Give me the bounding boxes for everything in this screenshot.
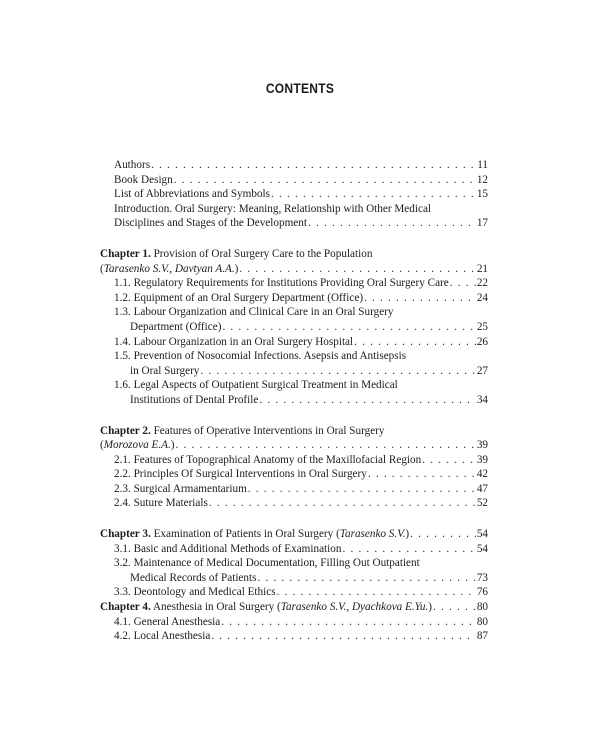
table-of-contents [100, 158, 488, 644]
leader-dots [308, 216, 476, 231]
leader-dots [422, 453, 476, 468]
toc-page-number: 21 [476, 262, 488, 275]
toc-section-2-2[interactable] [114, 467, 488, 482]
toc-entry-text: 2.2. Principles Of Surgical Interventions in Oral Surgery [114, 468, 367, 481]
toc-entry-text-line1: 1.6. Legal Aspects of Outpatient Surgical Treatment in Medical [114, 379, 398, 392]
leader-dots [222, 320, 475, 335]
toc-section-1-6[interactable] [114, 378, 488, 407]
toc-section-3-2[interactable] [114, 556, 488, 585]
toc-entry-text: 4.2. Local Anesthesia [114, 630, 211, 643]
leader-dots [200, 364, 475, 379]
toc-entry-text: 3.1. Basic and Additional Methods of Examination [114, 542, 342, 555]
leader-dots [209, 496, 476, 511]
toc-page-number: 73 [476, 571, 488, 584]
page-title: CONTENTS [265, 80, 335, 96]
toc-page-number: 39 [476, 453, 488, 466]
leader-dots [211, 629, 476, 644]
toc-section-2-3[interactable] [114, 482, 488, 497]
toc-entry-text: Book Design [114, 173, 173, 186]
leader-dots [221, 615, 476, 630]
leader-dots [271, 187, 476, 202]
toc-section-4-1[interactable] [114, 615, 488, 630]
toc-page-number: 15 [476, 188, 488, 201]
toc-page-number: 34 [476, 393, 488, 406]
leader-dots [450, 276, 476, 291]
chapter-authors: Tarasenko S.V., Davtyan A.A. [103, 262, 235, 275]
toc-section-1-3[interactable] [114, 305, 488, 334]
toc-entry-text-line1: 1.3. Labour Organization and Clinical Care in an Oral Surgery [114, 306, 394, 319]
chapter-label: Chapter 4. [100, 601, 151, 614]
leader-dots [342, 542, 475, 557]
chapter-4-heading[interactable]: Chapter 4. Anesthesia in Oral Surgery (Tarasenko S.V., Dyachkova E.Yu.) . . . 80 [100, 600, 488, 615]
chapter-label: Chapter 3. [100, 528, 151, 541]
leader-dots [277, 585, 476, 600]
toc-page-number: 80 [476, 615, 488, 628]
toc-page-number: 11 [477, 159, 488, 171]
chapter-3-heading[interactable]: Chapter 3. Examination of Patients in Oral Surgery (Tarasenko S.V.) . . . 54 [100, 527, 488, 542]
leader-dots [433, 600, 476, 615]
toc-entry-text: 4.1. General Anesthesia [114, 615, 221, 628]
chapter-label: Chapter 1. [100, 247, 151, 260]
toc-entry-text: 1.4. Labour Organization in an Oral Surgery Hospital [114, 335, 354, 348]
toc-entry-text: 3.3. Deontology and Medical Ethics [114, 586, 276, 599]
chapter-1-heading[interactable] [100, 247, 488, 262]
chapter-2 [100, 424, 488, 512]
toc-entry-text: List of Abbreviations and Symbols [114, 188, 270, 201]
toc-entry-text: 1.1. Regulatory Requirements for Institutions Providing Oral Surgery Care [114, 277, 449, 290]
toc-entry-text: 2.1. Features of Topographical Anatomy of the Maxillofacial Region [114, 453, 422, 466]
toc-page-number: 17 [476, 217, 488, 230]
leader-dots [257, 571, 475, 586]
toc-entry-text-line1: 3.2. Maintenance of Medical Documentation, Filling Out Outpatient [114, 557, 420, 570]
toc-page-number: 24 [476, 291, 488, 304]
toc-entry-text: 2.4. Suture Materials [114, 497, 208, 510]
chapter-1 [100, 247, 488, 408]
toc-section-1-5[interactable] [114, 349, 488, 378]
chapter-title: Provision of Oral Surgery Care to the Population [153, 247, 373, 260]
chapter-title: Features of Operative Interventions in Oral Surgery [153, 424, 385, 437]
toc-page-number: 54 [476, 542, 488, 555]
chapter-1-authors[interactable]: (Tarasenko S.V., Davtyan A.A.) . . . 21 [100, 262, 488, 277]
toc-entry-text: 1.2. Equipment of an Oral Surgery Department (Office) [114, 291, 364, 304]
toc-entry-text-line1: Introduction. Oral Surgery: Meaning, Relationship with Other Medical [114, 202, 432, 215]
toc-section-2-4[interactable] [114, 496, 488, 511]
chapter-authors: Tarasenko S.V., Dyachkova E.Yu. [280, 601, 429, 614]
toc-page-number: 87 [476, 630, 488, 643]
leader-dots [151, 158, 476, 173]
chapter-2-heading[interactable] [100, 424, 488, 439]
toc-section-4-2[interactable] [114, 629, 488, 644]
toc-section-2-1[interactable] [114, 453, 488, 468]
leader-dots [248, 482, 476, 497]
leader-dots [259, 393, 475, 408]
toc-entry-authors[interactable] [114, 158, 488, 173]
toc-section-1-1[interactable] [114, 276, 488, 291]
leader-dots [364, 291, 476, 306]
toc-page-number: 42 [476, 468, 488, 481]
chapter-2-authors[interactable]: (Morozova E.A.) . . . 39 [100, 438, 488, 453]
toc-page-number: 52 [476, 497, 488, 510]
toc-entry-text-line2: Medical Records of Patients [130, 571, 257, 584]
chapter-3 [100, 527, 488, 600]
chapter-authors: Morozova E.A. [103, 439, 171, 452]
toc-section-1-4[interactable] [114, 335, 488, 350]
leader-dots [354, 335, 476, 350]
leader-dots [410, 527, 476, 542]
toc-entry-abbreviations[interactable] [114, 187, 488, 202]
toc-page-number: 80 [476, 601, 488, 614]
toc-section-3-3[interactable] [114, 585, 488, 600]
leader-dots [175, 438, 475, 453]
leader-dots [368, 467, 476, 482]
toc-page-number: 54 [476, 528, 488, 541]
toc-entry-text: 2.3. Surgical Armamentarium [114, 482, 247, 495]
chapter-authors: Tarasenko S.V. [339, 528, 406, 541]
toc-entry-text-line2: Department (Office) [130, 320, 222, 333]
toc-entry-book-design[interactable] [114, 173, 488, 188]
toc-page-number: 12 [476, 173, 488, 186]
chapter-label: Chapter 2. [100, 424, 151, 437]
toc-entry-text-line2: Institutions of Dental Profile [130, 393, 259, 406]
toc-entry-text-line2: Disciplines and Stages of the Development [114, 217, 307, 230]
toc-page-number: 39 [476, 439, 488, 452]
toc-entry-text-line1: 1.5. Prevention of Nosocomial Infections. Asepsis and Antisepsis [114, 350, 407, 363]
chapter-title: Examination of Patients in Oral Surgery [153, 528, 334, 541]
toc-entry-introduction[interactable] [114, 202, 488, 231]
toc-page-number: 76 [476, 586, 488, 599]
leader-dots [174, 173, 476, 188]
toc-entry-text: Authors [114, 159, 151, 171]
toc-page-number: 25 [476, 320, 488, 333]
toc-entry-text-line2: in Oral Surgery [130, 364, 200, 377]
toc-section-1-2[interactable] [114, 291, 488, 306]
toc-page-number: 47 [476, 482, 488, 495]
toc-page-number: 26 [476, 335, 488, 348]
toc-page-number: 22 [476, 277, 488, 290]
toc-page-number: 27 [476, 364, 488, 377]
chapter-4 [100, 600, 488, 644]
leader-dots [239, 262, 475, 277]
toc-section-3-1[interactable] [114, 542, 488, 557]
chapter-title: Anesthesia in Oral Surgery [152, 601, 275, 614]
